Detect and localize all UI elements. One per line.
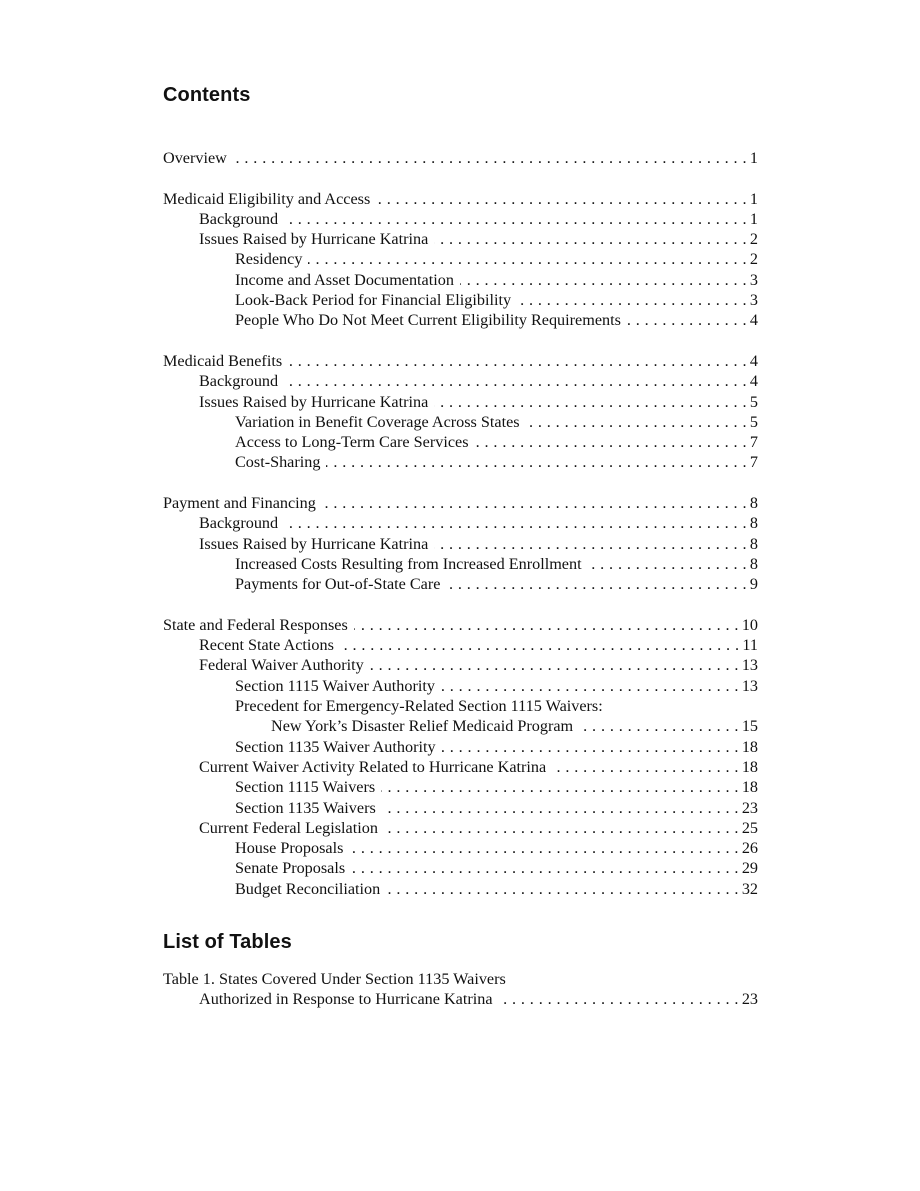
toc-entry[interactable] — [163, 777, 758, 797]
toc-entry-page: 23 — [741, 798, 758, 817]
toc-section-overview — [163, 148, 758, 168]
dot-leader — [381, 777, 739, 797]
toc-entry-page: 32 — [741, 879, 758, 898]
dot-leader — [441, 676, 739, 696]
toc-entry[interactable] — [163, 310, 758, 330]
toc-entry[interactable] — [163, 716, 758, 736]
toc-entry-title: Overview — [163, 149, 227, 167]
dot-leader — [384, 818, 739, 838]
toc-entry-page: 8 — [749, 554, 758, 573]
toc-entry-page: 5 — [749, 412, 758, 431]
tables-list — [163, 969, 758, 1010]
toc-entry[interactable] — [163, 270, 758, 290]
toc-entry-title: Background — [199, 514, 279, 533]
dot-leader — [434, 229, 747, 249]
toc-entry-page: 13 — [741, 656, 758, 675]
toc-entry-page: 3 — [749, 270, 758, 289]
toc-entry-title: Senate Proposals — [235, 859, 346, 878]
toc-section-benefits — [163, 351, 758, 473]
toc-entry-title: Issues Raised by Hurricane Katrina — [199, 230, 429, 249]
dot-leader — [434, 392, 747, 412]
toc-entry-page: 25 — [741, 818, 758, 837]
dot-leader — [475, 432, 747, 452]
dot-leader — [446, 574, 746, 594]
toc-entry-title: Increased Costs Resulting from Increased Enrollment — [235, 554, 582, 573]
dot-leader — [308, 249, 746, 269]
toc-entry-title: Look-Back Period for Financial Eligibility — [235, 291, 512, 310]
toc-entry-title: Current Waiver Activity Related to Hurricane Katrina — [199, 757, 547, 776]
dot-leader — [588, 554, 747, 574]
toc-entry-page: 18 — [741, 737, 758, 756]
table-entry-title-cont: Authorized in Response to Hurricane Katrina — [199, 990, 493, 1009]
dot-leader — [552, 757, 739, 777]
toc-entry[interactable] — [163, 676, 758, 696]
table-entry[interactable] — [163, 989, 758, 1009]
toc-entry-page: 8 — [749, 494, 758, 513]
toc-entry-page: 7 — [749, 453, 758, 472]
dot-leader — [386, 879, 739, 899]
toc-entry-title: Issues Raised by Hurricane Katrina — [199, 534, 429, 553]
dot-leader — [340, 635, 740, 655]
toc-entry-title: Precedent for Emergency-Related Section 1115 Waivers: — [235, 697, 603, 716]
toc-entry-title: Recent State Actions — [199, 636, 334, 655]
toc-entry[interactable] — [163, 351, 758, 371]
toc-entry-title: State and Federal Responses — [163, 615, 348, 634]
toc-entry[interactable] — [163, 574, 758, 594]
toc-entry-title: Residency — [235, 250, 303, 269]
dot-leader — [349, 838, 738, 858]
toc-entry-title: House Proposals — [235, 839, 344, 858]
toc-entry-page: 1 — [749, 209, 758, 228]
dot-leader — [233, 148, 747, 168]
toc-entry-page: 13 — [741, 676, 758, 695]
toc-entry-page: 1 — [749, 189, 758, 208]
dot-leader — [442, 737, 739, 757]
dot-leader — [376, 189, 747, 209]
toc-entry[interactable] — [163, 209, 758, 229]
toc-entry-page: 4 — [749, 311, 758, 330]
list-of-tables — [163, 927, 758, 1010]
dot-leader — [322, 493, 747, 513]
toc-entry-page: 4 — [749, 372, 758, 391]
toc-entry[interactable] — [163, 513, 758, 533]
toc-entry-title: Background — [199, 209, 279, 228]
dot-leader — [526, 412, 747, 432]
toc-entry-page: 5 — [749, 392, 758, 411]
toc-entry[interactable] — [163, 189, 758, 209]
toc-entry-title: Payment and Financing — [163, 494, 316, 513]
toc-entry-title: Section 1135 Waiver Authority — [235, 737, 436, 756]
toc-entry-title: Section 1115 Waiver Authority — [235, 676, 435, 695]
toc-entry[interactable] — [163, 757, 758, 777]
toc-entry-title: Budget Reconciliation — [235, 879, 381, 898]
toc-entry-continued[interactable] — [163, 696, 758, 716]
toc-entry[interactable] — [163, 838, 758, 858]
dot-leader — [284, 513, 747, 533]
toc-section-payment — [163, 493, 758, 594]
page-body — [163, 80, 758, 1010]
toc-entry[interactable] — [163, 655, 758, 675]
toc-entry-title: Access to Long-Term Care Services — [235, 433, 469, 452]
toc-entry-title: Federal Waiver Authority — [199, 656, 364, 675]
toc-entry[interactable] — [163, 858, 758, 878]
toc-entry[interactable] — [163, 615, 758, 635]
dot-leader — [354, 615, 739, 635]
toc-entry[interactable] — [163, 412, 758, 432]
table-entry-line1[interactable] — [163, 969, 758, 989]
toc-entry[interactable] — [163, 554, 758, 574]
toc-entry-title: Medicaid Benefits — [163, 351, 283, 370]
dot-leader — [351, 858, 739, 878]
dot-leader — [382, 798, 739, 818]
toc-entry-page: 8 — [749, 514, 758, 533]
toc-section-responses — [163, 615, 758, 899]
toc-entry-page: 2 — [749, 250, 758, 269]
toc-entry-page: 8 — [749, 534, 758, 553]
toc-entry[interactable] — [163, 249, 758, 269]
toc-entry-page: 4 — [749, 351, 758, 370]
toc-entry[interactable] — [163, 798, 758, 818]
toc-entry[interactable] — [163, 371, 758, 391]
toc-entry[interactable] — [163, 534, 758, 554]
toc-entry-title: Payments for Out-of-State Care — [235, 575, 441, 594]
toc-entry-page: 18 — [741, 778, 758, 797]
table-of-contents — [163, 148, 758, 899]
toc-entry-page: 29 — [741, 859, 758, 878]
toc-entry-title: Background — [199, 372, 279, 391]
toc-entry-page: 18 — [741, 757, 758, 776]
dot-leader — [627, 310, 747, 330]
toc-entry[interactable] — [163, 818, 758, 838]
toc-entry[interactable] — [163, 148, 758, 168]
toc-entry-page: 26 — [741, 839, 758, 858]
table-entry-page: 23 — [741, 990, 758, 1009]
dot-leader — [460, 270, 747, 290]
toc-entry-title: Income and Asset Documentation — [235, 270, 454, 289]
toc-entry-title: Section 1115 Waivers — [235, 778, 376, 797]
toc-entry[interactable] — [163, 737, 758, 757]
dot-leader — [288, 351, 747, 371]
toc-entry[interactable] — [163, 879, 758, 899]
dot-leader — [517, 290, 747, 310]
dot-leader — [284, 209, 747, 229]
toc-entry[interactable] — [163, 635, 758, 655]
dot-leader — [326, 452, 746, 472]
toc-entry[interactable] — [163, 432, 758, 452]
toc-entry-page: 15 — [741, 717, 758, 736]
dot-leader — [499, 989, 739, 1009]
toc-entry[interactable] — [163, 392, 758, 412]
toc-entry-page: 9 — [749, 575, 758, 594]
toc-section-eligibility — [163, 189, 758, 331]
dot-leader — [579, 716, 739, 736]
toc-entry-title: Medicaid Eligibility and Access — [163, 189, 371, 208]
toc-entry-page: 1 — [749, 149, 758, 167]
toc-entry-page: 7 — [749, 433, 758, 452]
toc-entry-title: Cost-Sharing — [235, 453, 321, 472]
toc-entry[interactable] — [163, 229, 758, 249]
dot-leader — [434, 534, 747, 554]
toc-entry-page: 10 — [741, 615, 758, 634]
toc-entry[interactable] — [163, 493, 758, 513]
toc-entry[interactable] — [163, 452, 758, 472]
list-of-tables-heading: List of Tables — [163, 930, 292, 953]
contents-heading: Contents — [163, 84, 251, 106]
toc-entry-page: 11 — [742, 636, 758, 655]
toc-entry-title: Current Federal Legislation — [199, 818, 378, 837]
toc-entry-page: 2 — [749, 230, 758, 249]
toc-entry[interactable] — [163, 290, 758, 310]
toc-entry-title: New York’s Disaster Relief Medicaid Program — [271, 717, 574, 736]
toc-entry-page: 3 — [749, 291, 758, 310]
toc-entry-title: People Who Do Not Meet Current Eligibility Requirements — [235, 311, 621, 330]
toc-entry-title: Section 1135 Waivers — [235, 798, 376, 817]
toc-entry-title: Issues Raised by Hurricane Katrina — [199, 392, 429, 411]
dot-leader — [284, 371, 747, 391]
table-entry-title: Table 1. States Covered Under Section 1135 Waivers — [163, 969, 506, 988]
toc-entry-title: Variation in Benefit Coverage Across States — [235, 412, 520, 431]
dot-leader — [370, 655, 739, 675]
